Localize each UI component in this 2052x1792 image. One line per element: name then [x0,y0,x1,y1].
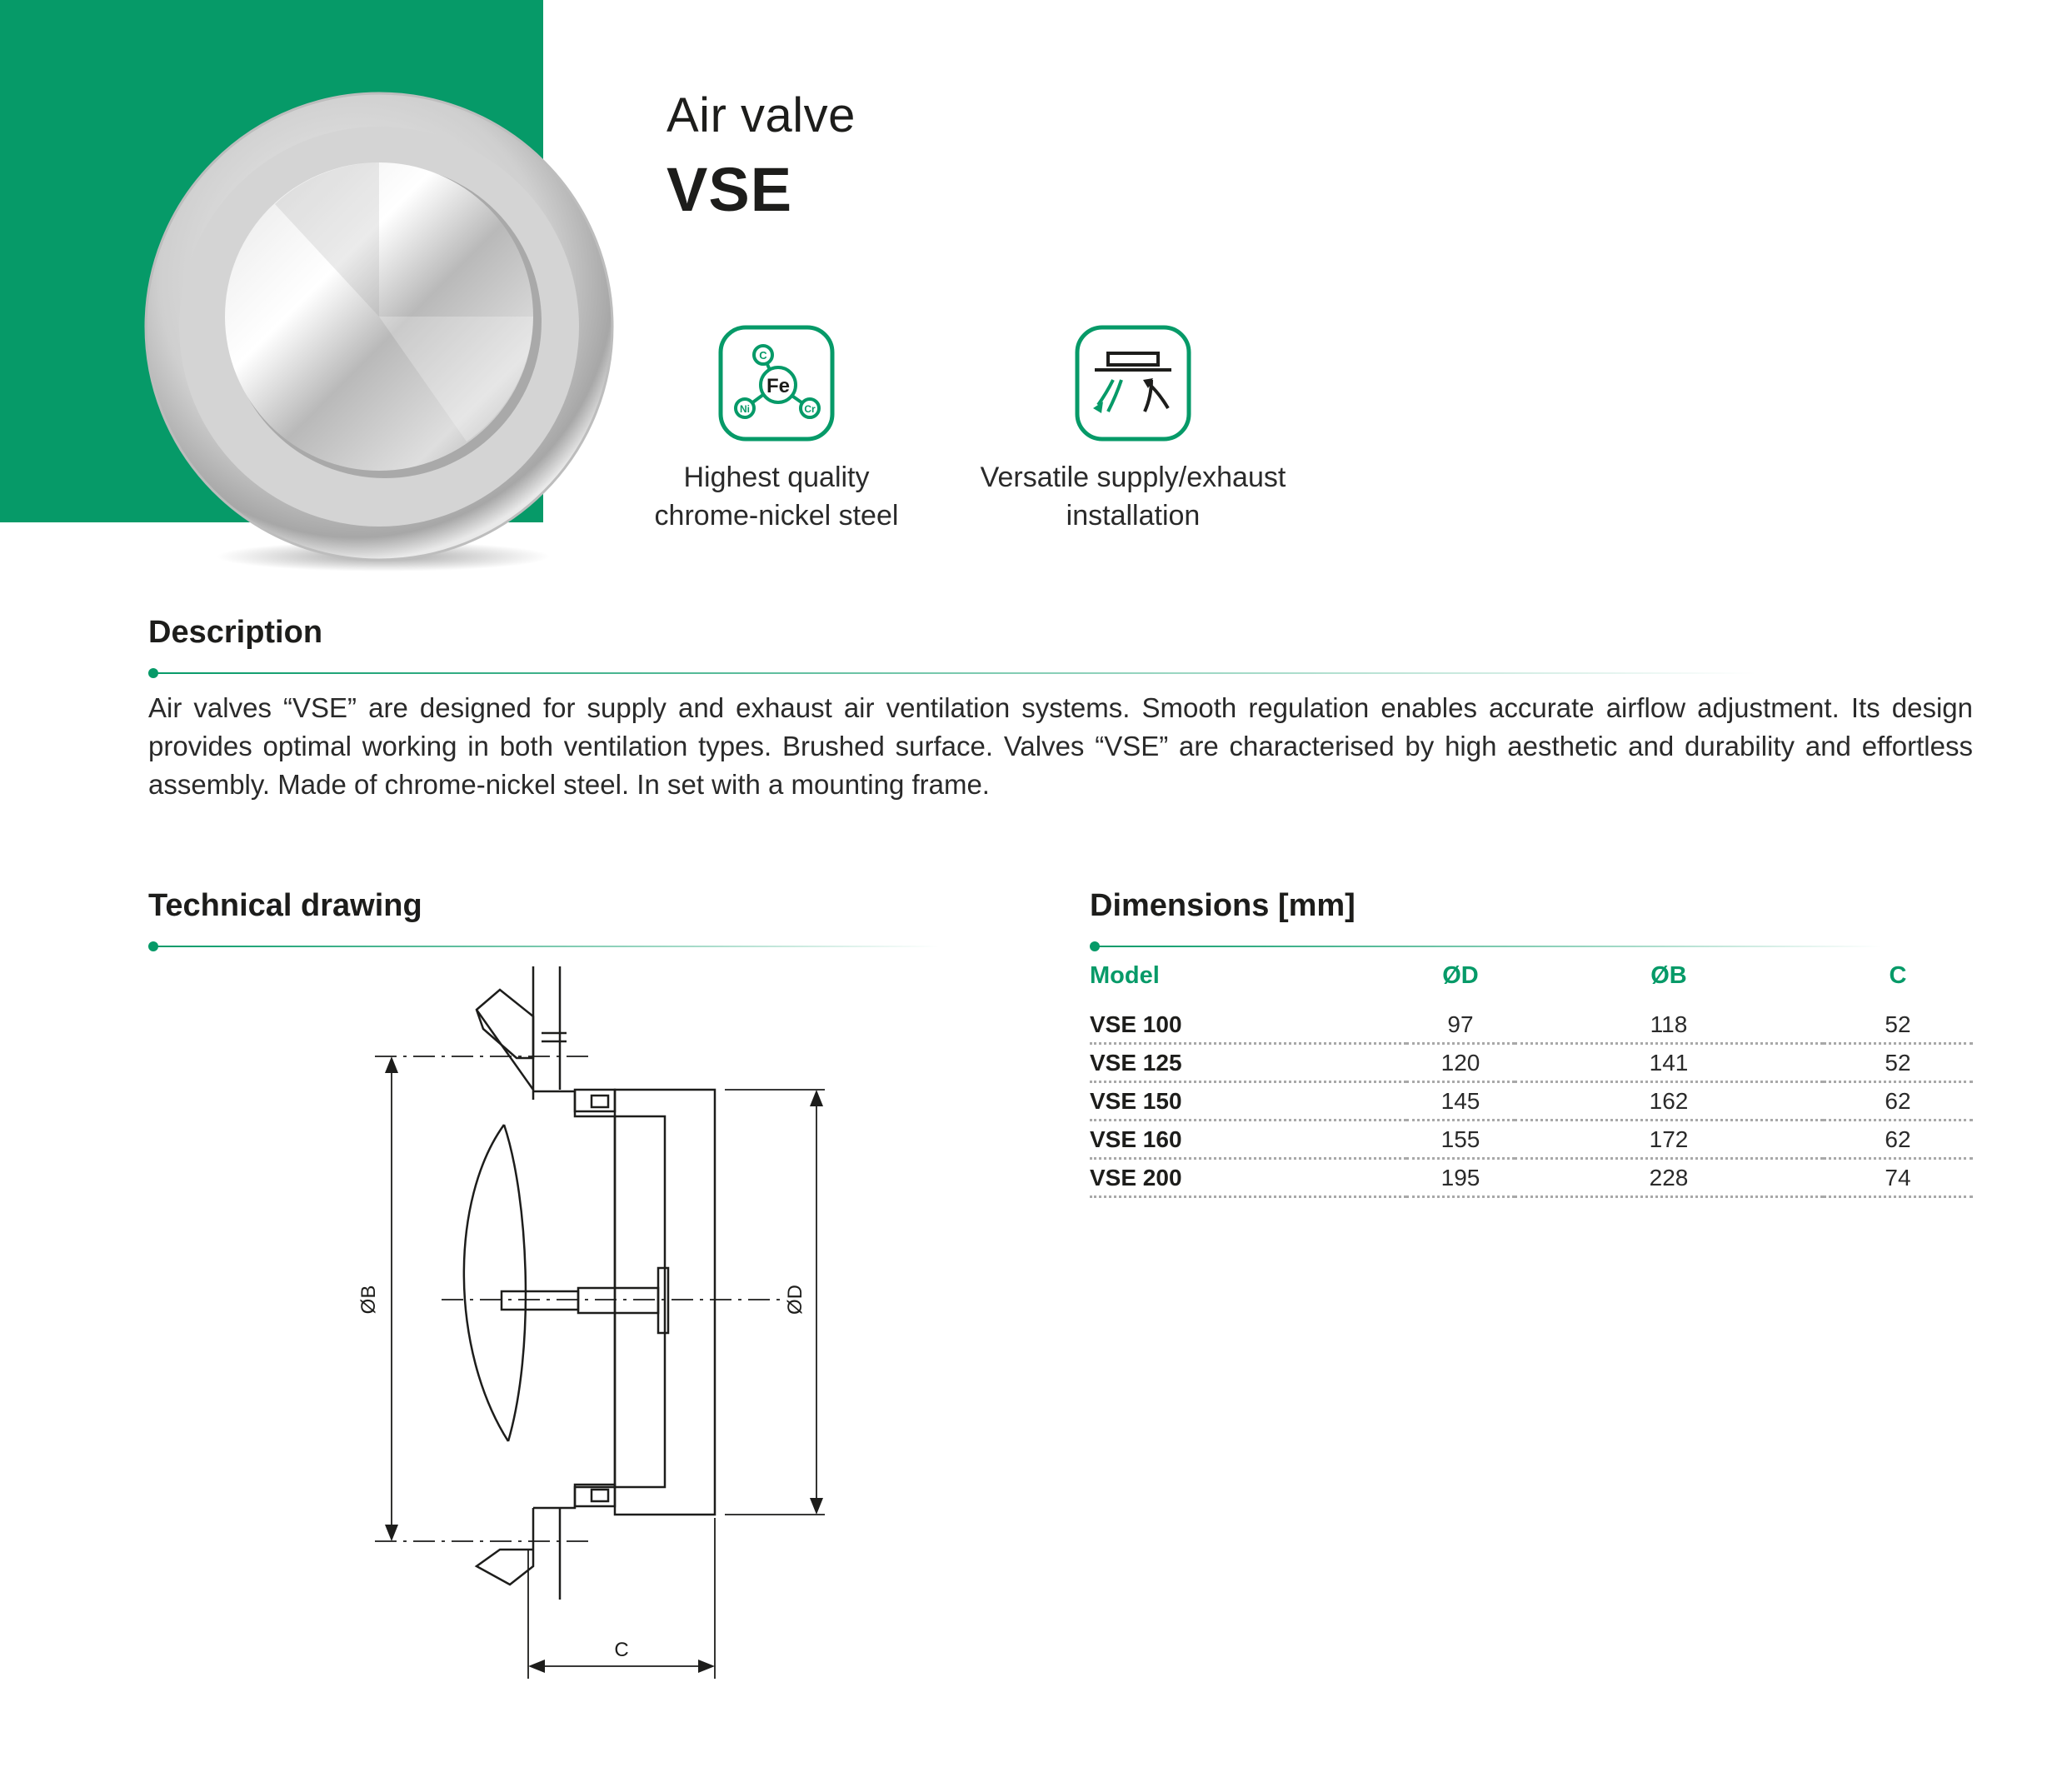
column-header-b: ØB [1650,962,1687,989]
b-cell: 172 [1515,1121,1823,1159]
technical-drawing-heading: Technical drawing [148,888,422,923]
technical-drawing-divider [148,941,940,951]
d-cell: 97 [1406,1006,1515,1044]
chromium-symbol: Cr [804,403,816,415]
feature-caption-line2: installation [1066,500,1201,532]
description-text: Air valves “VSE” are designed for supply and exhaust air ventilation systems. Smooth regulation enables accurate airflow adjustment. Its design provides optimal working in both ventilation types. Brushed surface. Valves “VSE” are characterised by high aesthetic and durability and effortless assembly. Made of chrome-nickel steel. In set with a mounting frame. [148,692,1973,800]
c-cell: 52 [1823,1006,1973,1044]
column-header-c: C [1889,962,1907,989]
c-cell: 62 [1823,1082,1973,1121]
dimension-label-d: ØD [784,1285,806,1315]
dimension-label-c: C [614,1639,629,1661]
model-cell: VSE 150 [1090,1082,1406,1121]
b-cell: 141 [1515,1044,1823,1082]
dimensions-heading: Dimensions [mm] [1090,888,1356,923]
model-cell: VSE 125 [1090,1044,1406,1082]
b-cell: 118 [1515,1006,1823,1044]
column-header-model: Model [1090,962,1160,989]
feature-supply-exhaust [958,325,1308,535]
d-cell: 145 [1406,1082,1515,1121]
column-header-d: ØD [1442,962,1479,989]
product-title: VSE [667,155,793,224]
c-cell: 62 [1823,1121,1973,1159]
model-cell: VSE 100 [1090,1006,1406,1044]
feature-caption-line1: Highest quality [683,462,870,493]
table-header-row [1090,962,1973,1006]
supply-exhaust-icon [1075,325,1191,442]
feature-caption [958,458,1308,535]
b-cell: 228 [1515,1159,1823,1197]
nickel-symbol: Ni [740,403,750,415]
dimension-label-b: ØB [357,1285,380,1315]
feature-chrome-nickel [602,325,951,535]
d-cell: 155 [1406,1121,1515,1159]
product-image [0,0,633,583]
table-row [1090,1082,1973,1121]
d-cell: 120 [1406,1044,1515,1082]
feature-caption-line2: chrome-nickel steel [654,500,899,532]
table-row [1090,1121,1973,1159]
description-heading: Description [148,615,323,650]
feature-caption [602,458,951,535]
model-cell: VSE 160 [1090,1121,1406,1159]
description-divider [148,668,1756,678]
b-cell: 162 [1515,1082,1823,1121]
model-cell: VSE 200 [1090,1159,1406,1197]
d-cell: 195 [1406,1159,1515,1197]
c-cell: 52 [1823,1044,1973,1082]
dimensions-divider [1090,941,1881,951]
product-category: Air valve [667,88,856,142]
technical-drawing [317,966,850,1683]
dimensions-table [1090,962,1973,1198]
chrome-nickel-steel-icon [718,325,835,442]
table-row [1090,1159,1973,1197]
iron-symbol: Fe [766,375,791,397]
table-row [1090,1044,1973,1082]
c-cell: 74 [1823,1159,1973,1197]
table-row [1090,1006,1973,1044]
carbon-symbol: C [759,349,767,362]
feature-caption-line1: Versatile supply/exhaust [980,462,1286,493]
